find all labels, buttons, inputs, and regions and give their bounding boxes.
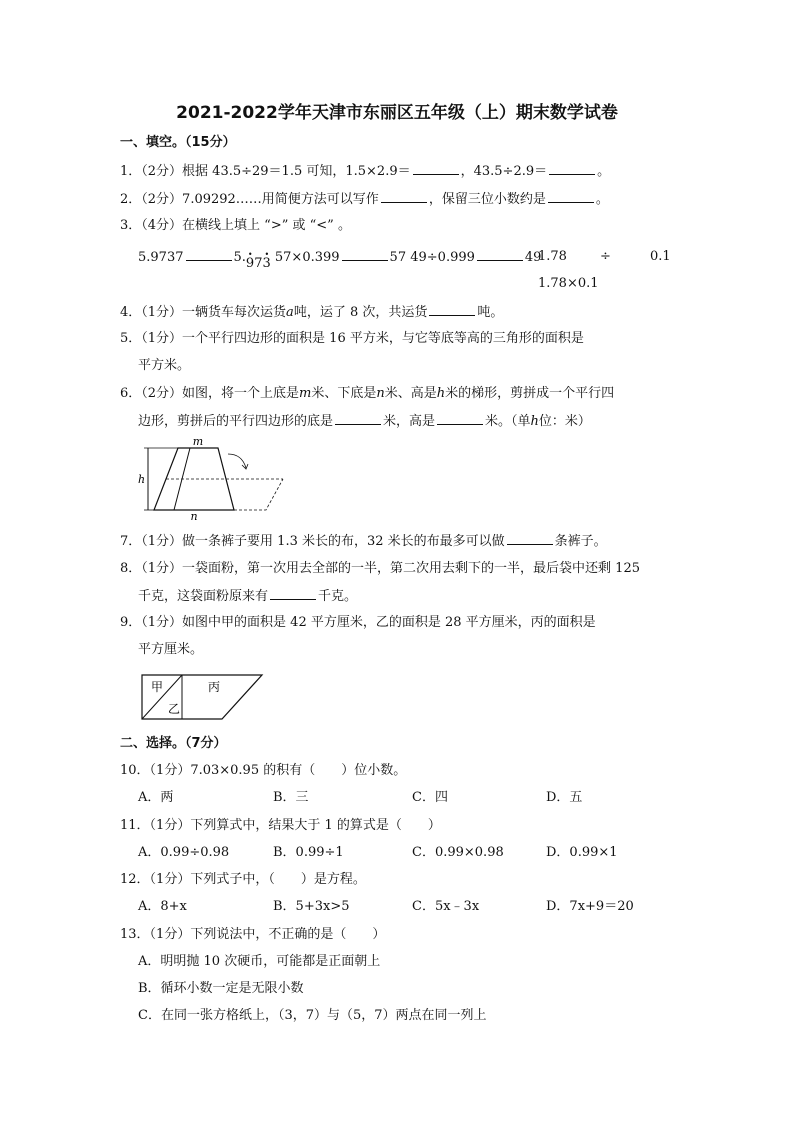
q3-a-left: 5.9737 bbox=[138, 250, 184, 265]
q12-option-c[interactable]: C．5x﹣3x bbox=[412, 899, 480, 914]
q6-var-m: m bbox=[299, 386, 312, 401]
q4-text-post: 吨。 bbox=[477, 305, 504, 320]
question-7 bbox=[120, 532, 607, 550]
q4-text-mid: 吨，运了 8 次，共运货 bbox=[293, 305, 428, 320]
q10-option-a[interactable]: A．两 bbox=[138, 790, 174, 805]
q6-var-h: h bbox=[530, 414, 539, 429]
q1-text-pre: 1．（2分）根据 43.5÷29＝1.5 可知，1.5×2.9＝ bbox=[120, 164, 411, 179]
repeating-digit: 7 bbox=[254, 256, 263, 271]
q10-option-c[interactable]: C．四 bbox=[412, 790, 448, 805]
question-13: 13．（1分）下列说法中，不正确的是（ ） bbox=[120, 927, 386, 942]
repeating-digit: • 9 bbox=[246, 255, 254, 272]
answer-blank[interactable] bbox=[186, 248, 232, 261]
q6-text: 米的梯形，剪拼成一个平行四 bbox=[445, 386, 615, 401]
q10-option-b[interactable]: B．三 bbox=[273, 790, 309, 805]
question-6-line1 bbox=[120, 385, 614, 402]
q8-text-pre: 千克，这袋面粉原来有 bbox=[138, 589, 269, 604]
q3-d-mid: 0.1 bbox=[650, 249, 671, 264]
q12-option-b[interactable]: B．5+3x>5 bbox=[273, 899, 350, 914]
answer-blank[interactable] bbox=[342, 248, 388, 261]
question-10: 10．（1分）7.03×0.95 的积有（ ）位小数。 bbox=[120, 763, 407, 778]
answer-blank[interactable] bbox=[549, 162, 595, 175]
q11-option-a[interactable]: A．0.99÷0.98 bbox=[138, 845, 230, 860]
label-bing: 丙 bbox=[208, 680, 221, 694]
q3-d-right: 1.78×0.1 bbox=[538, 276, 599, 291]
q6-var-h: h bbox=[436, 386, 446, 401]
question-8-line2 bbox=[138, 587, 357, 605]
q12-option-d[interactable]: D．7x+9＝20 bbox=[546, 899, 634, 914]
q4-text-pre: 4．（1分）一辆货车每次运货 bbox=[120, 305, 287, 320]
answer-blank[interactable] bbox=[429, 303, 475, 316]
q11-option-c[interactable]: C．0.99×0.98 bbox=[412, 845, 504, 860]
q6-text: 米。（单 bbox=[485, 414, 531, 429]
moved-piece-dashed bbox=[234, 479, 283, 510]
repeating-digit: • 3 bbox=[262, 255, 270, 272]
q3-b-right: 57 bbox=[389, 250, 407, 265]
label-yi: 乙 bbox=[168, 702, 181, 716]
q8-text-post: 千克。 bbox=[318, 589, 358, 604]
q7-text-post: 条裤子。 bbox=[554, 534, 607, 549]
question-2 bbox=[120, 190, 609, 208]
q3-c-left: 49÷0.999 bbox=[410, 250, 475, 265]
page-title: 2021-2022学年天津市东丽区五年级（上）期末数学试卷 bbox=[176, 103, 618, 123]
q6-text: 位：米） bbox=[538, 414, 591, 429]
question-4 bbox=[120, 303, 503, 321]
question-9-line1: 9．（1分）如图中甲的面积是 42 平方厘米，乙的面积是 28 平方厘米，丙的面积是 bbox=[120, 615, 596, 630]
q4-variable: a bbox=[286, 305, 294, 320]
answer-blank[interactable] bbox=[270, 587, 316, 600]
answer-blank[interactable] bbox=[413, 162, 459, 175]
q2-text-post: 。 bbox=[595, 192, 609, 207]
q13-option-b[interactable]: B．循环小数一定是无限小数 bbox=[138, 981, 304, 996]
label-n: n bbox=[190, 510, 198, 523]
question-3-items bbox=[138, 248, 542, 271]
q3-a-repeat bbox=[246, 256, 271, 271]
q3-b-left: 57×0.399 bbox=[274, 250, 340, 265]
question-12: 12．（1分）下列式子中，（ ）是方程。 bbox=[120, 872, 366, 887]
question-5-line2: 平方米。 bbox=[138, 358, 191, 373]
label-m: m bbox=[192, 435, 204, 448]
question-5-line1: 5．（1分）一个平行四边形的面积是 16 平方米，与它等底等高的三角形的面积是 bbox=[120, 331, 584, 346]
answer-blank[interactable] bbox=[335, 412, 381, 425]
label-jia: 甲 bbox=[151, 680, 164, 694]
q3-d-op: ÷ bbox=[600, 249, 611, 264]
parallelogram-figure bbox=[138, 671, 268, 723]
q12-option-a[interactable]: A．8+x bbox=[138, 899, 187, 914]
answer-blank[interactable] bbox=[548, 190, 594, 203]
section-heading-fill: 一、填空。（15分） bbox=[120, 135, 236, 150]
label-h: h bbox=[138, 473, 146, 486]
trapezoid-figure bbox=[138, 435, 288, 523]
q6-text: 米、下底是 bbox=[311, 386, 377, 401]
q1-text-post: 。 bbox=[597, 164, 611, 179]
question-6-line2 bbox=[138, 412, 591, 430]
q7-text-pre: 7．（1分）做一条裤子要用 1.3 米长的布，32 米长的布最多可以做 bbox=[120, 534, 505, 549]
q1-text-mid: ，43.5÷2.9＝ bbox=[460, 164, 548, 179]
question-3: 3．（4分）在横线上填上 “>” 或 “<” 。 bbox=[120, 218, 351, 233]
q3-d-left: 1.78 bbox=[538, 249, 567, 264]
q13-option-c[interactable]: C．在同一张方格纸上，（3，7）与（5，7）两点在同一列上 bbox=[138, 1008, 487, 1023]
question-8-line1: 8．（1分）一袋面粉，第一次用去全部的一半，第二次用去剩下的一半，最后袋中还剩 125 bbox=[120, 561, 640, 576]
q11-option-b[interactable]: B．0.99÷1 bbox=[273, 845, 344, 860]
answer-blank[interactable] bbox=[381, 190, 427, 203]
answer-blank[interactable] bbox=[437, 412, 483, 425]
q11-option-d[interactable]: D．0.99×1 bbox=[546, 845, 618, 860]
q2-text-mid: ，保留三位小数约是 bbox=[428, 192, 546, 207]
q2-text-pre: 2．（2分）7.09292……用简便方法可以写作 bbox=[120, 192, 379, 207]
q6-text: 米、高是 bbox=[384, 386, 437, 401]
q3-c-right: 49 bbox=[524, 250, 542, 265]
answer-blank[interactable] bbox=[507, 532, 553, 545]
q6-text: 边形，剪拼后的平行四边形的底是 bbox=[138, 414, 334, 429]
q3-a-right: 5. bbox=[233, 250, 246, 265]
section-heading-choice: 二、选择。（7分） bbox=[120, 736, 227, 751]
question-1 bbox=[120, 162, 610, 180]
q6-var-n: n bbox=[376, 386, 385, 401]
q13-option-a[interactable]: A．明明抛 10 次硬币，可能都是正面朝上 bbox=[138, 954, 381, 969]
answer-blank[interactable] bbox=[477, 248, 523, 261]
q6-text: 6．（2分）如图，将一个上底是 bbox=[120, 386, 300, 401]
q6-text: 米，高是 bbox=[383, 414, 436, 429]
question-11: 11．（1分）下列算式中，结果大于 1 的算式是（ ） bbox=[120, 818, 441, 833]
q10-option-d[interactable]: D．五 bbox=[546, 790, 583, 805]
question-9-line2: 平方厘米。 bbox=[138, 642, 204, 657]
